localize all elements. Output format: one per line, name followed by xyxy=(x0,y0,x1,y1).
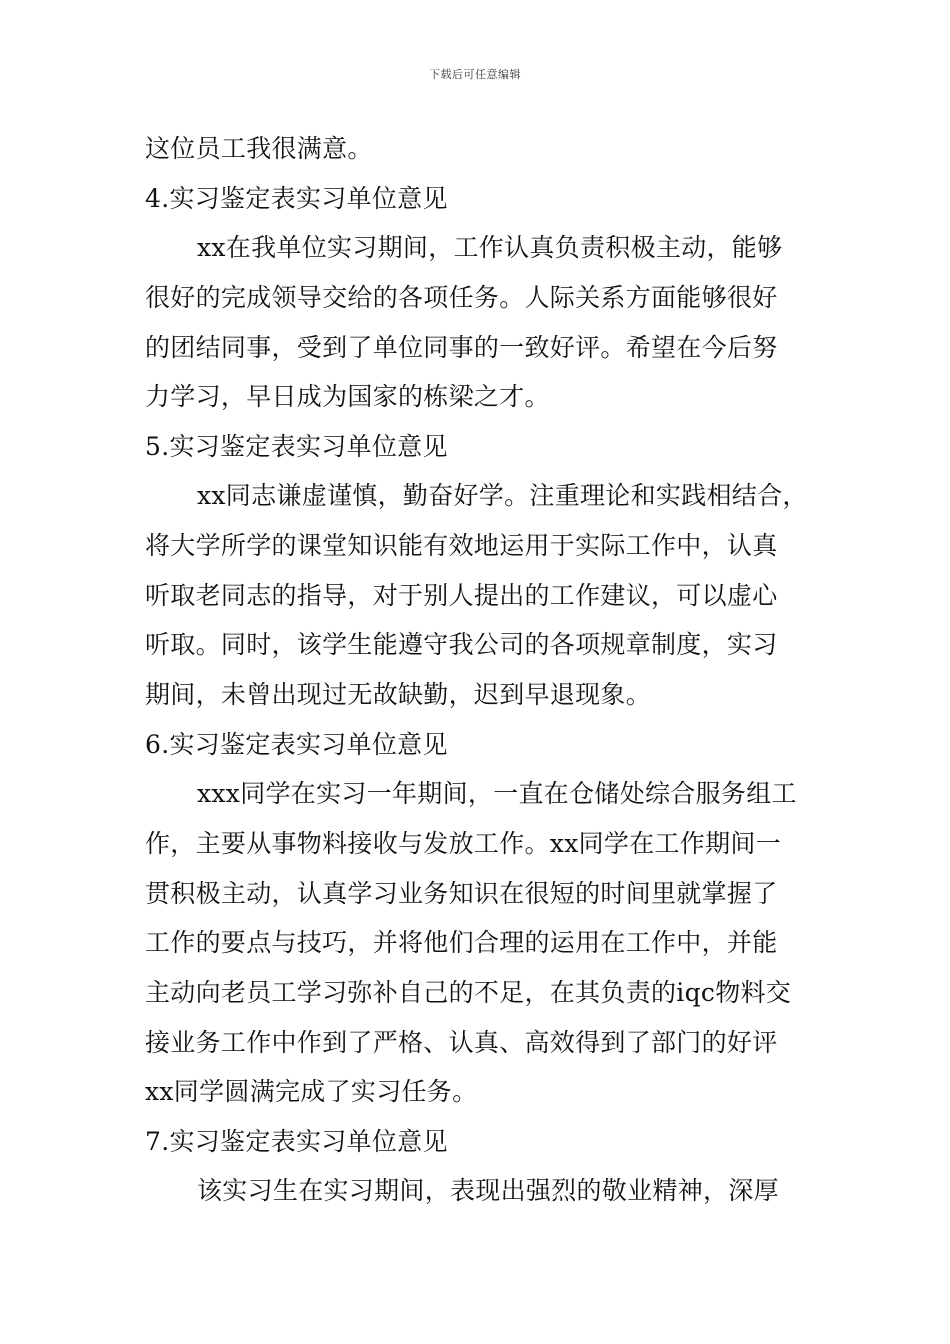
text-line: 期间，未曾出现过无故缺勤，迟到早退现象。 xyxy=(145,680,652,710)
text-line: 贯积极主动，认真学习业务知识在很短的时间里就掌握了 xyxy=(145,878,778,908)
text-line: 这位员工我很满意。 xyxy=(145,134,373,163)
text-line: 将大学所学的课堂知识能有效地运用于实际工作中，认真 xyxy=(145,531,778,561)
text-line: 工作的要点与技巧，并将他们合理的运用在工作中，并能 xyxy=(145,928,778,958)
text-line: xx同志谦虚谨慎，勤奋好学。注重理论和实践相结合， xyxy=(197,481,808,511)
text-line: 接业务工作中作到了严格、认真、高效得到了部门的好评 xyxy=(145,1027,778,1057)
page-header: 下载后可任意编辑 xyxy=(429,68,521,81)
text-line: 力学习，早日成为国家的栋梁之才。 xyxy=(145,382,550,412)
text-line: 听取。同时，该学生能遵守我公司的各项规章制度，实习 xyxy=(145,630,778,660)
text-line: xxx同学在实习一年期间，一直在仓储处综合服务组工 xyxy=(197,779,797,809)
section-heading: 4.实习鉴定表实习单位意见 xyxy=(145,183,448,213)
document-body xyxy=(145,124,825,1216)
section-heading: 5.实习鉴定表实习单位意见 xyxy=(145,431,448,461)
text-line: xx同学圆满完成了实习任务。 xyxy=(145,1077,478,1107)
text-line: 的团结同事，受到了单位同事的一致好评。希望在今后努 xyxy=(145,332,778,362)
text-line: 作，主要从事物料接收与发放工作。xx同学在工作期间一 xyxy=(145,828,782,858)
text-line: 很好的完成领导交给的各项任务。人际关系方面能够很好 xyxy=(145,282,778,312)
text-line: 该实习生在实习期间，表现出强烈的敬业精神，深厚 xyxy=(197,1176,779,1206)
text-line: xx在我单位实习期间，工作认真负责积极主动，能够 xyxy=(197,233,783,263)
section-heading: 6.实习鉴定表实习单位意见 xyxy=(145,729,448,759)
text-line: 听取老同志的指导，对于别人提出的工作建议，可以虚心 xyxy=(145,580,778,610)
text-line: 主动向老员工学习弥补自己的不足，在其负责的iqc物料交 xyxy=(145,977,792,1007)
section-heading: 7.实习鉴定表实习单位意见 xyxy=(145,1126,448,1156)
